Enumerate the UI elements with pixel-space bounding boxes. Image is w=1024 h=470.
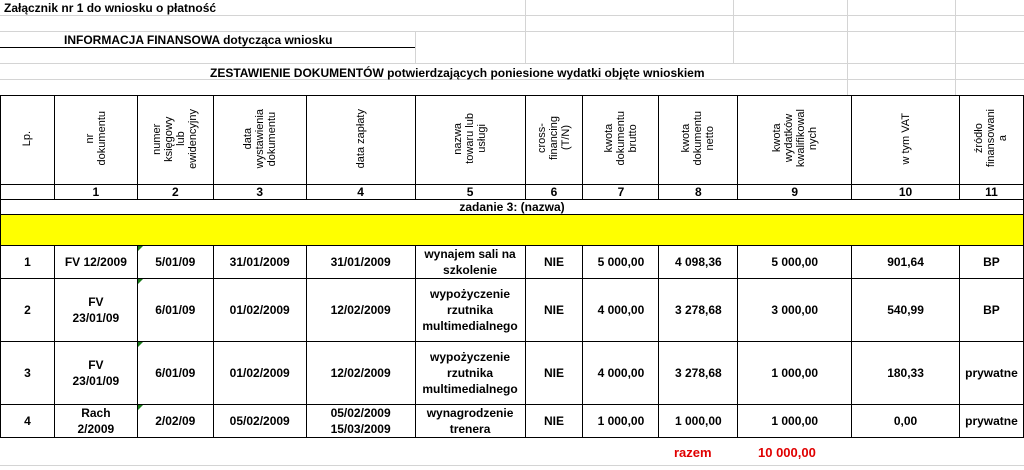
- cell-kwalifikowalne: 1 000,00: [738, 342, 852, 405]
- col-header-cross-financing: cross- financing (T/N): [525, 96, 583, 185]
- cell-numer-ksiegowy: 2/02/09: [137, 405, 213, 438]
- col-header-numer-ksiegowy: numer księgowy lub ewidencyjny: [137, 96, 213, 185]
- cell-lp: 2: [1, 279, 55, 342]
- cell-data-zaplaty: 31/01/2009: [306, 246, 415, 279]
- col-header-kwota-kwalifikowalnych: kwota wydatków kwalifikowal nych: [738, 96, 852, 185]
- col-number: 4: [306, 185, 415, 200]
- col-number: 3: [213, 185, 306, 200]
- cell-nazwa: wynagrodzenie trenera: [415, 405, 525, 438]
- col-number: 10: [852, 185, 960, 200]
- cell-zrodlo: prywatne: [959, 342, 1023, 405]
- cell-data-wystawienia: 05/02/2009: [213, 405, 306, 438]
- total-value: 10 000,00: [758, 445, 816, 460]
- cell-zrodlo: BP: [959, 246, 1023, 279]
- col-number: [1, 185, 55, 200]
- documents-summary-title: ZESTAWIENIE DOKUMENTÓW potwierdzających poniesione wydatki objęte wnioskiem: [210, 66, 705, 80]
- cell-netto: 3 278,68: [659, 342, 738, 405]
- cell-data-wystawienia: 31/01/2009: [213, 246, 306, 279]
- cell-cross-financing: NIE: [525, 342, 583, 405]
- total-label: razem: [674, 445, 712, 460]
- cell-data-zaplaty: 12/02/2009: [306, 279, 415, 342]
- highlight-band: [1, 215, 1024, 246]
- col-number: 1: [54, 185, 137, 200]
- cell-vat: 0,00: [852, 405, 960, 438]
- cell-zrodlo: prywatne: [959, 405, 1023, 438]
- col-number: 8: [659, 185, 738, 200]
- cell-brutto: 4 000,00: [583, 279, 659, 342]
- cell-data-zaplaty: 05/02/2009 15/03/2009: [306, 405, 415, 438]
- col-number: 11: [959, 185, 1023, 200]
- col-number: 9: [738, 185, 852, 200]
- cell-nazwa: wypożyczenie rzutnika multimedialnego: [415, 279, 525, 342]
- grid-line: [415, 31, 416, 63]
- table-row: [1, 279, 1024, 342]
- cell-brutto: 1 000,00: [583, 405, 659, 438]
- highlight-row: [1, 215, 1024, 246]
- documents-table: [0, 95, 1024, 438]
- col-header-nr-dokumentu: nr dokumentu: [54, 96, 137, 185]
- col-header-nazwa-towaru: nazwa towaru lub usługi: [415, 96, 525, 185]
- column-number-row: [1, 185, 1024, 200]
- grid-line: [0, 15, 1024, 16]
- cell-nr-dokumentu: FV 23/01/09: [54, 342, 137, 405]
- table-row: [1, 342, 1024, 405]
- cell-brutto: 5 000,00: [583, 246, 659, 279]
- cell-data-wystawienia: 01/02/2009: [213, 342, 306, 405]
- section-row: [1, 200, 1024, 215]
- cell-vat: 901,64: [852, 246, 960, 279]
- cell-data-wystawienia: 01/02/2009: [213, 279, 306, 342]
- cell-cross-financing: NIE: [525, 279, 583, 342]
- cell-netto: 3 278,68: [659, 279, 738, 342]
- cell-brutto: 4 000,00: [583, 342, 659, 405]
- cell-nr-dokumentu: FV 23/01/09: [54, 279, 137, 342]
- cell-nazwa: wynajem sali na szkolenie: [415, 246, 525, 279]
- cell-lp: 1: [1, 246, 55, 279]
- header-row: [1, 96, 1024, 185]
- col-header-data-zaplaty: data zapłaty: [306, 96, 415, 185]
- cell-cross-financing: NIE: [525, 246, 583, 279]
- cell-numer-ksiegowy: 5/01/09: [137, 246, 213, 279]
- grid-line: [0, 31, 1024, 32]
- cell-data-zaplaty: 12/02/2009: [306, 342, 415, 405]
- title-underline: [0, 47, 415, 48]
- col-header-lp: Lp.: [1, 96, 55, 185]
- cell-vat: 180,33: [852, 342, 960, 405]
- col-number: 7: [583, 185, 659, 200]
- cell-netto: 4 098,36: [659, 246, 738, 279]
- section-label: zadanie 3: (nazwa): [1, 200, 1024, 215]
- grid-line: [0, 465, 1024, 466]
- col-header-data-wystawienia: data wystawienia dokumentu: [213, 96, 306, 185]
- cell-netto: 1 000,00: [659, 405, 738, 438]
- col-header-kwota-brutto: kwota dokumentu brutto: [583, 96, 659, 185]
- table-row: [1, 405, 1024, 438]
- col-number: 5: [415, 185, 525, 200]
- cell-kwalifikowalne: 3 000,00: [738, 279, 852, 342]
- cell-nazwa: wypożyczenie rzutnika multimedialnego: [415, 342, 525, 405]
- cell-numer-ksiegowy: 6/01/09: [137, 342, 213, 405]
- cell-nr-dokumentu: Rach 2/2009: [54, 405, 137, 438]
- col-header-vat: w tym VAT: [852, 96, 960, 185]
- col-number: 6: [525, 185, 583, 200]
- grid-line: [525, 0, 526, 63]
- grid-line: [955, 0, 956, 95]
- col-header-kwota-netto: kwota dokumentu netto: [659, 96, 738, 185]
- cell-nr-dokumentu: FV 12/2009: [54, 246, 137, 279]
- cell-zrodlo: BP: [959, 279, 1023, 342]
- cell-kwalifikowalne: 5 000,00: [738, 246, 852, 279]
- grid-line: [0, 63, 1024, 64]
- cell-lp: 4: [1, 405, 55, 438]
- cell-kwalifikowalne: 1 000,00: [738, 405, 852, 438]
- col-number: 2: [137, 185, 213, 200]
- table-row: [1, 246, 1024, 279]
- attachment-title: Załącznik nr 1 do wniosku o płatność: [4, 1, 217, 15]
- cell-numer-ksiegowy: 6/01/09: [137, 279, 213, 342]
- col-header-zrodlo: źródło finansowani a: [959, 96, 1023, 185]
- cell-vat: 540,99: [852, 279, 960, 342]
- cell-lp: 3: [1, 342, 55, 405]
- cell-cross-financing: NIE: [525, 405, 583, 438]
- grid-line: [847, 0, 848, 95]
- financial-info-title: INFORMACJA FINANSOWA dotycząca wniosku: [64, 33, 333, 47]
- grid-line: [733, 0, 734, 63]
